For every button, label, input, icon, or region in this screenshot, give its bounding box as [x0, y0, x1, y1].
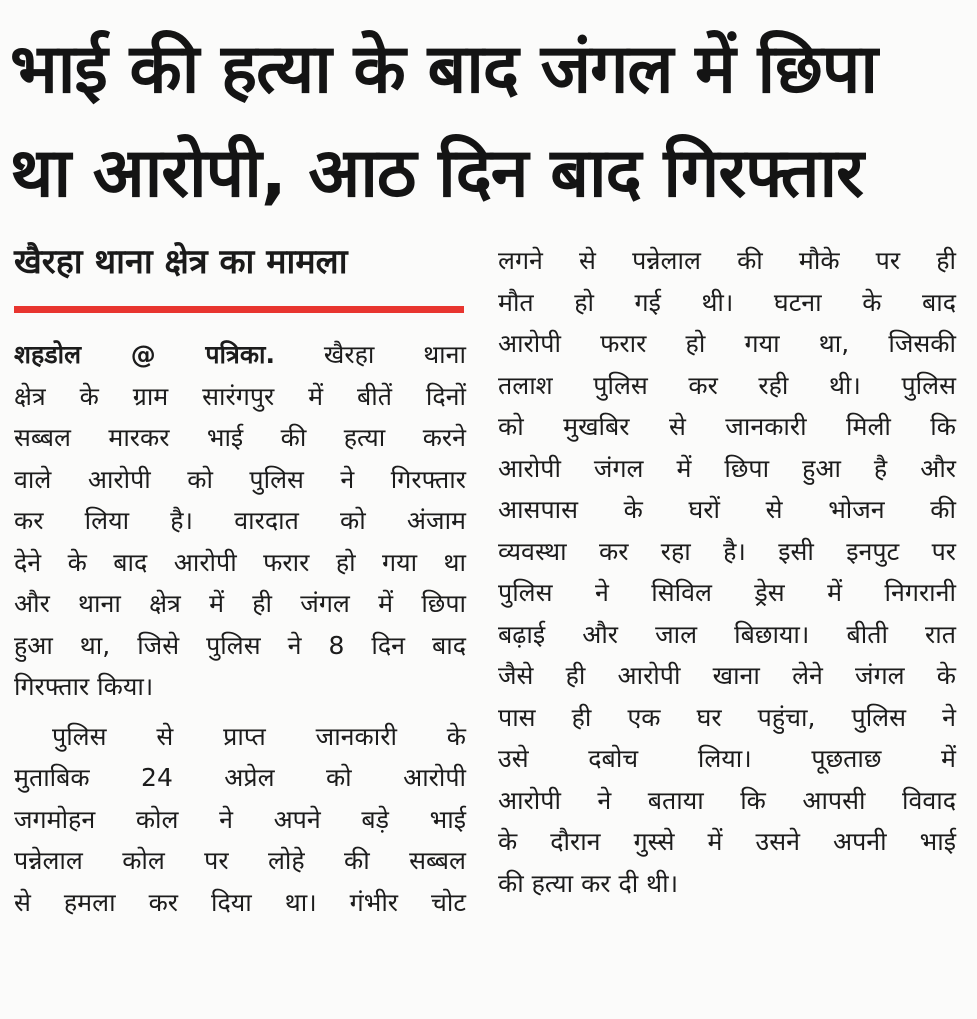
article-line — [14, 334, 466, 376]
article-line: लगने से पन्नेलाल की मौके पर ही — [498, 246, 956, 275]
article-line: मुताबिक 24 अप्रेल को आरोपी — [14, 763, 466, 792]
red-divider-rule — [14, 306, 464, 313]
article-line: क्षेत्र के ग्राम सारंगपुर में बीतें दिनों — [14, 381, 466, 411]
article-line: को मुखबिर से जानकारी मिली कि — [498, 412, 956, 441]
article-line: देने के बाद आरोपी फरार हो गया था — [14, 547, 466, 577]
article-column-right — [498, 240, 956, 904]
article-line: हुआ था, जिसे पुलिस ने 8 दिन बाद — [14, 630, 466, 660]
headline-line-1: भाई की हत्या के बाद जंगल में छिपा — [10, 30, 878, 109]
article-line: सब्बल मारकर भाई की हत्या करने — [14, 423, 466, 452]
article-column-left — [14, 334, 466, 923]
subheading: खैरहा थाना क्षेत्र का मामला — [14, 242, 348, 282]
article-line: पुलिस ने सिविल ड्रेस में निगरानी — [498, 578, 956, 607]
article-line: उसे दबोच लिया। पूछताछ में — [498, 744, 956, 773]
article-line: वाले आरोपी को पुलिस ने गिरफ्तार — [14, 464, 466, 494]
article-line: पास ही एक घर पहुंचा, पुलिस ने — [498, 702, 956, 732]
article-line: कर लिया है। वारदात को अंजाम — [14, 506, 466, 535]
article-line: आरोपी जंगल में छिपा हुआ है और — [498, 453, 956, 483]
article-line: जगमोहन कोल ने अपने बड़े भाई — [14, 804, 466, 834]
article-line: व्यवस्था कर रहा है। इसी इनपुट पर — [498, 536, 956, 566]
article-line: आरोपी ने बताया कि आपसी विवाद — [498, 785, 956, 815]
article-line: पन्नेलाल कोल पर लोहे की सब्बल — [14, 846, 466, 875]
article-line: मौत हो गई थी। घटना के बाद — [498, 287, 956, 317]
dateline: शहडोल @ पत्रिका. — [14, 340, 275, 369]
article-line: के दौरान गुस्से में उसने अपनी भाई — [498, 827, 956, 856]
article-line: गिरफ्तार किया। — [14, 672, 154, 701]
article-line: और थाना क्षेत्र में ही जंगल में छिपा — [14, 589, 466, 618]
article-line: आरोपी फरार हो गया था, जिसकी — [498, 329, 956, 358]
article-line: की हत्या कर दी थी। — [498, 868, 679, 898]
article-line: बढ़ाई और जाल बिछाया। बीती रात — [498, 619, 956, 649]
article-line: से हमला कर दिया था। गंभीर चोट — [14, 887, 466, 917]
article-line: आसपास के घरों से भोजन की — [498, 495, 956, 524]
article-line-text: खैरहा थाना — [323, 340, 466, 369]
headline-line-2: था आरोपी, आठ दिन बाद गिरफ्तार — [10, 134, 863, 213]
headline — [10, 18, 965, 226]
article-line: जैसे ही आरोपी खाना लेने जंगल के — [498, 661, 956, 690]
article-line: पुलिस से प्राप्त जानकारी के — [52, 721, 466, 751]
article-line: तलाश पुलिस कर रही थी। पुलिस — [498, 370, 956, 400]
